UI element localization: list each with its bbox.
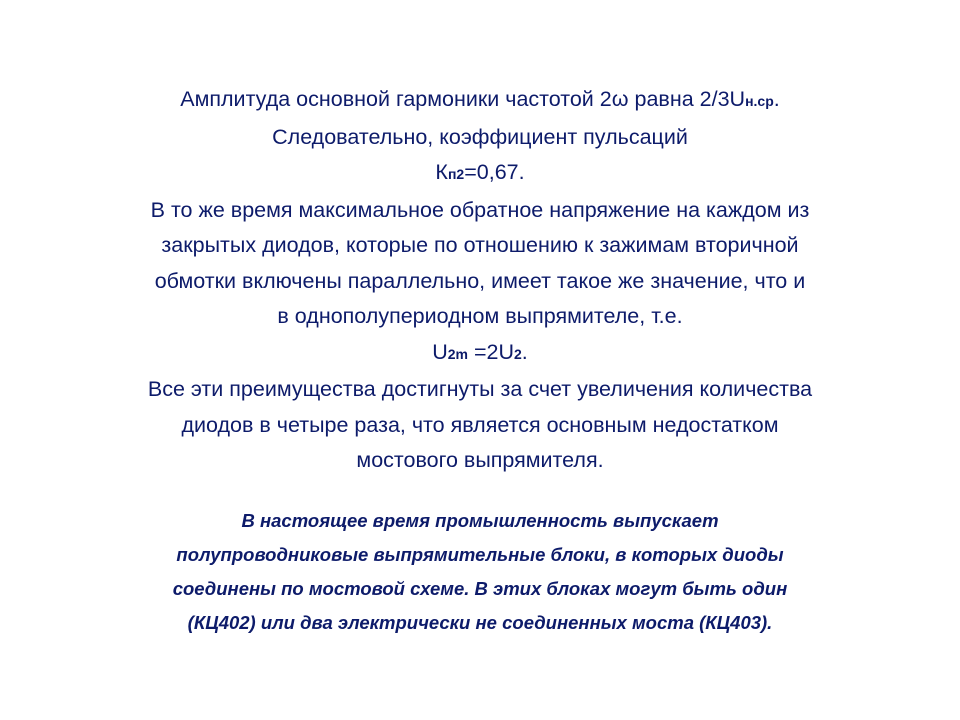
omega-symbol: ω <box>611 87 629 111</box>
text-line-reverse-voltage: В то же время максимальное обратное напряжение на каждом из <box>150 197 810 222</box>
text-line-bridge-rectifier: мостового выпрямителя. <box>356 448 604 472</box>
text-line-consequently: Следовательно, коэффициент пульсаций <box>272 124 688 149</box>
formula-u2m: U2m =2U2. <box>432 339 528 364</box>
subscript-2: 2 <box>514 345 522 362</box>
subscript-p2: п2 <box>447 166 465 182</box>
text-line-four-times: диодов в четыре раза, что является основным недостатком <box>181 412 779 437</box>
main-paragraph <box>40 82 920 479</box>
subscript-2m: 2m <box>447 345 468 362</box>
note-line-industry: В настоящее время промышленность выпускает <box>241 510 719 531</box>
text-line-closed-diodes: закрытых диодов, которые по отношению к зажимам вторичной <box>161 233 799 257</box>
text-line-winding: обмотки включены параллельно, имеет такое же значение, что и <box>154 268 806 293</box>
text-line-amplitude: Амплитуда основной гармоники частотой 2ω равна 2/3Uн.ср. <box>180 87 780 111</box>
text-line-advantages: Все эти преимущества достигнуты за счет увеличения количества <box>147 377 813 401</box>
formula-kp2: Кп2=0,67. <box>435 160 525 184</box>
note-line-kc402-kc403: (КЦ402) или два электрически не соединенных моста (КЦ403). <box>187 612 773 633</box>
note-line-bridge-scheme: соединены по мостовой схеме. В этих блоках могут быть один <box>172 578 788 599</box>
text-line-half-wave: в однополупериодном выпрямителе, т.е. <box>277 304 683 328</box>
subscript-n-sr: н.ср <box>745 93 774 109</box>
note-line-blocks: полупроводниковые выпрямительные блоки, в которых диоды <box>176 544 784 565</box>
note-paragraph <box>40 504 920 640</box>
